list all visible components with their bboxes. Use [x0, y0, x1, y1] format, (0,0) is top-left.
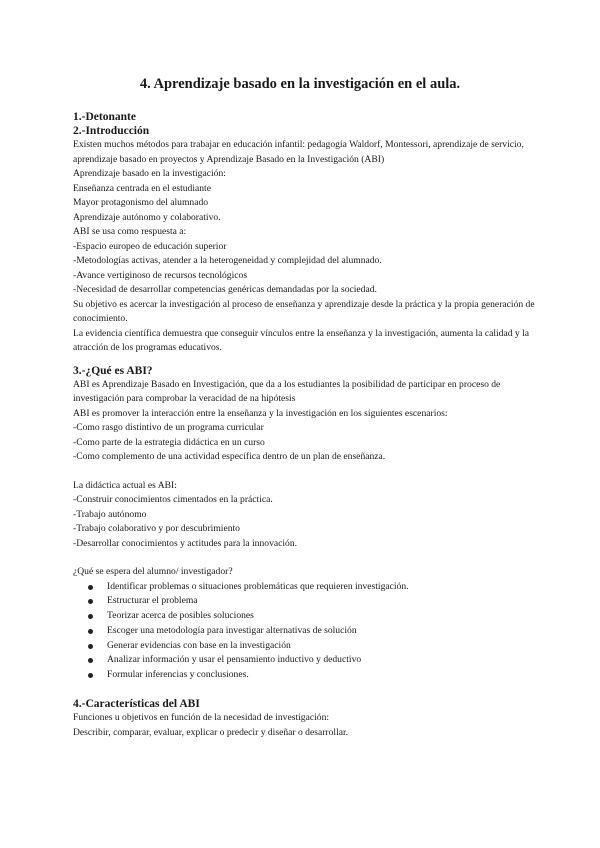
section-3-heading: 3.-¿Qué es ABI? — [73, 364, 153, 377]
document-body — [73, 110, 543, 740]
spacer — [73, 683, 543, 697]
list-item: Escoger una metodología para investigar alternativas de solución — [73, 624, 543, 639]
intro-line: Aprendizaje basado en la investigación: — [73, 168, 226, 179]
bullet-icon — [88, 644, 93, 649]
intro-line: ABI se usa como respuesta a: — [73, 226, 187, 237]
bullet-icon — [88, 614, 93, 619]
student-question: ¿Qué se espera del alumno/ investigador? — [73, 566, 233, 577]
intro-line: Enseñanza centrada en el estudiante — [73, 182, 211, 194]
bullet-icon — [88, 629, 93, 634]
intro-line: -Necesidad de desarrollar competencias genéricas demandadas por la sociedad. — [73, 284, 377, 295]
list-item: Formular inferencias y conclusiones. — [73, 668, 543, 683]
expectations-list — [73, 580, 543, 684]
didactica-line: -Trabajo colaborativo y por descubrimiento — [73, 523, 240, 534]
list-item: Estructurar el problema — [73, 594, 543, 609]
section-1-heading: 1.-Detonante — [73, 111, 136, 123]
didactica-line: -Desarrollar conocimientos y actitudes para la innovación. — [73, 537, 298, 549]
abi-definition: ABI es Aprendizaje Basado en Investigación, que da a los estudiantes la posibilidad de participar en proceso de investigación para comprobar la veracidad de na hipótesis — [73, 378, 501, 404]
didactica-line: -Construir conocimientos cimentados en la práctica. — [73, 494, 273, 505]
intro-paragraph: Existen muchos métodos para trabajar en educación infantil: pedagogía Waldorf, Montessori, aprendizaje de servicio, aprendizaje basado en proyectos y Aprendizaje Basado en la Investigación (ABI) — [73, 139, 524, 165]
characteristics-line: Funciones u objetivos en función de la necesidad de investigación: — [73, 712, 330, 724]
scenario-line: -Como rasgo distintivo de un programa curricular — [73, 422, 264, 433]
list-item: Teorizar acerca de posibles soluciones — [73, 609, 543, 624]
spacer — [73, 465, 543, 479]
section-4-heading: 4.-Características del ABI — [73, 698, 200, 711]
characteristics-line: Describir, comparar, evaluar, explicar o predecir y diseñar o desarrollar. — [73, 726, 349, 738]
didactica-title: La didáctica actual es ABI: — [73, 479, 177, 491]
bullet-icon — [88, 585, 93, 590]
document-title: 4. Aprendizaje basado en la investigación en el aula. — [139, 76, 461, 92]
spacer — [73, 356, 543, 364]
section-2-heading: 2.-Introducción — [73, 125, 150, 137]
scenario-line: -Como parte de la estrategia didáctica en un curso — [73, 436, 265, 448]
didactica-line: -Trabajo autónomo — [73, 508, 147, 520]
abi-promote: ABI es promover la interacción entre la enseñanza y la investigación en los siguientes escenarios: — [73, 407, 448, 419]
intro-line: -Espacio europeo de educación superior — [73, 240, 227, 252]
intro-line: Mayor protagonismo del alumnado — [73, 197, 209, 208]
intro-line: -Metodologías activas, atender a la heterogeneidad y complejidad del alumnado. — [73, 255, 382, 266]
bullet-icon — [88, 673, 93, 678]
bullet-icon — [88, 599, 93, 604]
list-item: Generar evidencias con base en la investigación — [73, 639, 543, 654]
spacer — [73, 551, 543, 565]
intro-line: -Avance vertiginoso de recursos tecnológicos — [73, 269, 248, 281]
scenario-line: -Como complemento de una actividad específica dentro de un plan de enseñanza. — [73, 451, 386, 462]
objective-paragraph: Su objetivo es acercar la investigación al proceso de enseñanza y aprendizaje desde la práctica y la propia generación de conocimiento. — [73, 298, 535, 324]
list-item: Analizar información y usar el pensamiento inductivo y deductivo — [73, 653, 543, 668]
list-item: Identificar problemas o situaciones problemáticas que requieren investigación. — [73, 580, 543, 595]
intro-line: Aprendizaje autónomo y colaborativo. — [73, 211, 221, 223]
bullet-icon — [88, 658, 93, 663]
evidence-paragraph: La evidencia científica demuestra que conseguir vínculos entre la enseñanza y la investigación, aumenta la calidad y la atracción de los programas educativos. — [73, 327, 530, 353]
